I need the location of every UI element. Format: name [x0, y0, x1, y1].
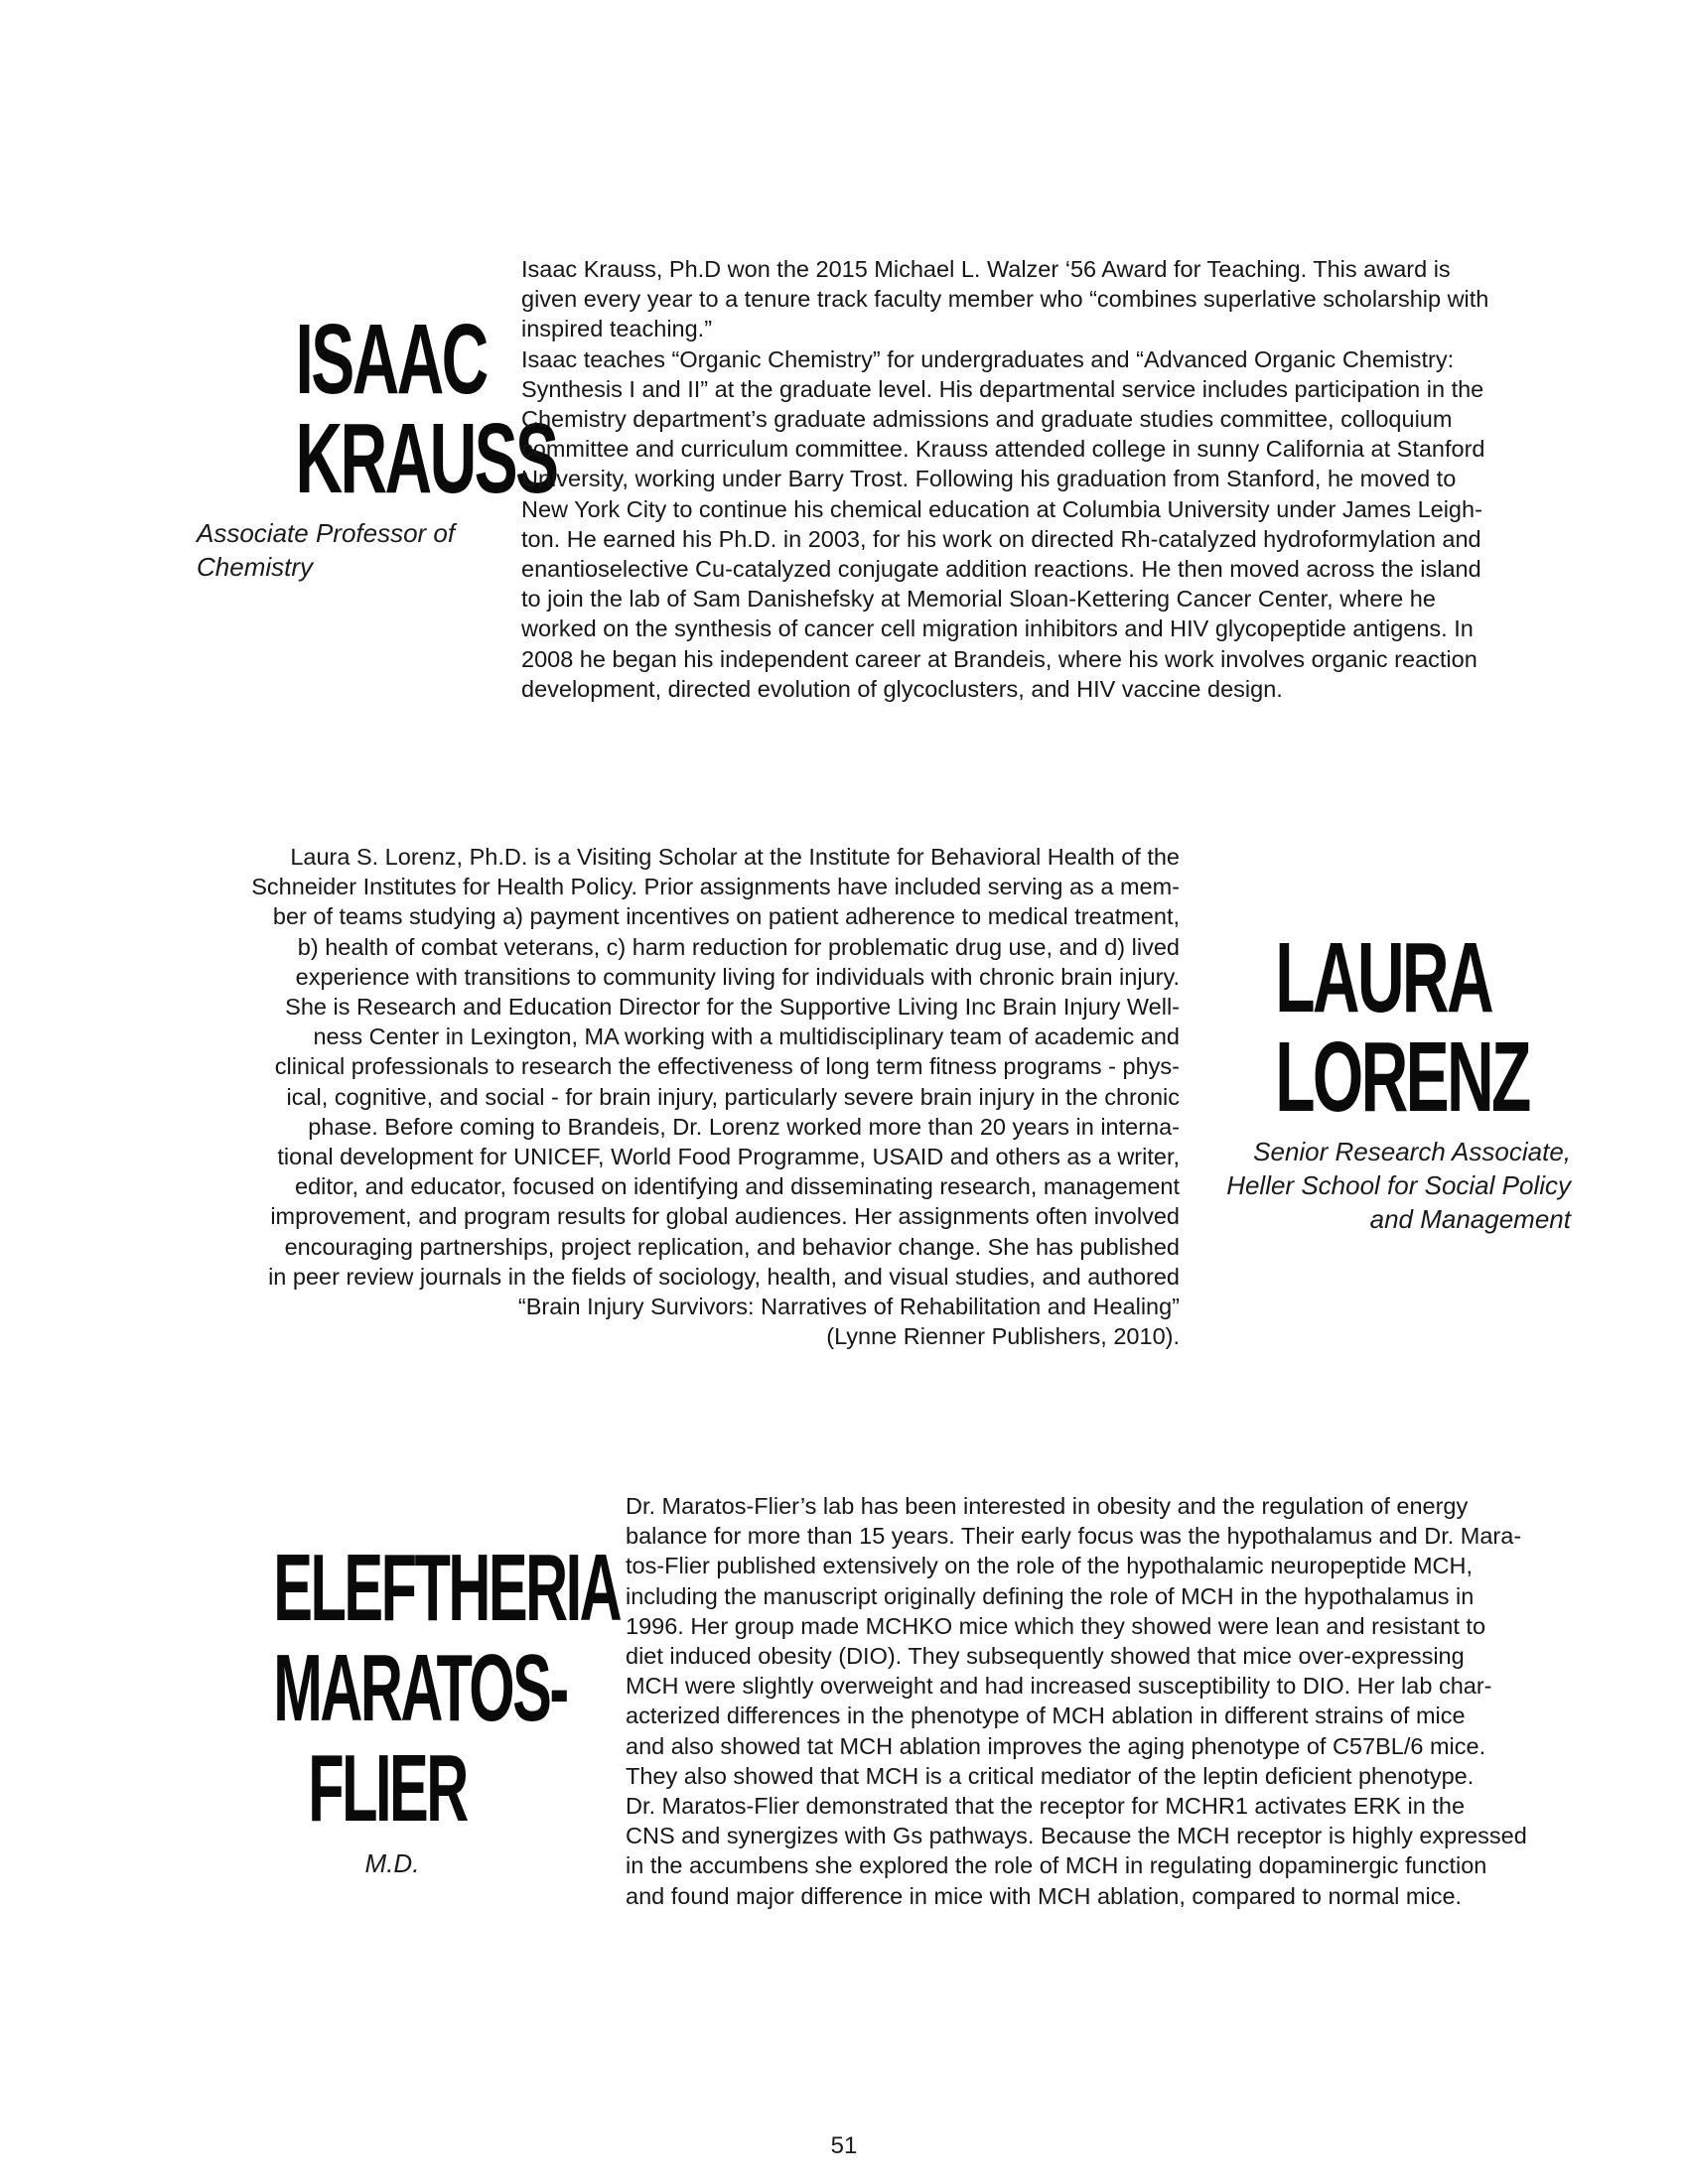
bio-line: Isaac teaches “Organic Chemistry” for undergraduates and “Advanced Organic Chemistry:: [521, 345, 1455, 372]
bio-line: “Brain Injury Survivors: Narratives of Rehabilitation and Healing”: [517, 1294, 1180, 1320]
bio-line: editor, and educator, focused on identifying and disseminating research, management: [295, 1173, 1180, 1200]
bio-line: (Lynne Rienner Publishers, 2010).: [826, 1323, 1180, 1350]
bio-line: MCH were slightly overweight and had increased susceptibility to DIO. Her lab char-: [626, 1673, 1492, 1700]
bio-line: Dr. Maratos-Flier’s lab has been interested in obesity and the regulation of energy: [626, 1493, 1469, 1519]
bio-line: b) health of combat veterans, c) harm reduction for problematic drug use, and d) lived: [297, 933, 1180, 960]
bio-line: development, directed evolution of glycoclusters, and HIV vaccine design.: [521, 675, 1283, 702]
bio-line: worked on the synthesis of cancer cell migration inhibitors and HIV glycopeptide antigens. In: [521, 615, 1474, 642]
bio-line: in peer review journals in the fields of sociology, health, and visual studies, and authored: [268, 1263, 1180, 1290]
bio-line: tional development for UNICEF, World Food Programme, USAID and others as a writer,: [277, 1144, 1180, 1170]
bio-line: ton. He earned his Ph.D. in 2003, for his work on directed Rh-catalyzed hydroformylation and: [521, 525, 1481, 552]
bio-line: University, working under Barry Trost. Following his graduation from Stanford, he moved to: [521, 466, 1457, 492]
title-line: Heller School for Social Policy: [1226, 1170, 1571, 1200]
bio-line: tos-Flier published extensively on the role of the hypothalamic neuropeptide MCH,: [626, 1553, 1473, 1579]
bio-line: committee and curriculum committee. Krauss attended college in sunny California at Stanford: [521, 436, 1485, 463]
bio-line: improvement, and program results for global audiences. Her assignments often involved: [270, 1203, 1180, 1230]
bio-line: They also showed that MCH is a critical mediator of the leptin deficient phenotype.: [626, 1762, 1475, 1789]
name-line: LORENZ: [1275, 1022, 1529, 1133]
bio-line: clinical professionals to research the effectiveness of long term fitness programs - phys-: [274, 1053, 1180, 1080]
title-line: Chemistry: [197, 552, 314, 582]
bio-line: to join the lab of Sam Danishefsky at Memorial Sloan-Kettering Cancer Center, where he: [521, 586, 1436, 613]
bio-line: acterized differences in the phenotype of MCH ablation in different strains of mice: [626, 1703, 1466, 1729]
bio-line: inspired teaching.”: [521, 316, 713, 342]
bio-line: encouraging partnerships, project replication, and behavior change. She has published: [284, 1233, 1180, 1260]
bio-line: Dr. Maratos-Flier demonstrated that the receptor for MCHR1 activates ERK in the: [626, 1793, 1466, 1820]
profile-title-lorenz: [1182, 1135, 1571, 1236]
bio-line: Chemistry department’s graduate admissions and graduate studies committee, colloquium: [521, 406, 1453, 433]
bio-line: New York City to continue his chemical education at Columbia University under James Leigh-: [521, 495, 1482, 522]
name-line: ISAAC: [295, 304, 487, 415]
name-line: KRAUSS: [295, 403, 557, 514]
profile-title-krauss: [197, 516, 504, 584]
name-line: LAURA: [1275, 922, 1491, 1033]
bio-line: given every year to a tenure track faculty member who “combines superlative scholarship with: [521, 286, 1489, 313]
profile-name-maratos-flier: [273, 1535, 621, 1842]
bio-line: Schneider Institutes for Health Policy. Prior assignments have included serving as a mem-: [251, 874, 1180, 900]
bio-line: CNS and synergizes with Gs pathways. Because the MCH receptor is highly expressed: [626, 1823, 1527, 1849]
bio-line: ber of teams studying a) payment incentives on patient adherence to medical treatment,: [272, 903, 1180, 930]
bio-line: Laura S. Lorenz, Ph.D. is a Visiting Scholar at the Institute for Behavioral Health of the: [290, 844, 1180, 870]
name-line: FLIER: [308, 1734, 467, 1842]
bio-line: experience with transitions to community living for individuals with chronic brain injury.: [295, 963, 1180, 990]
bio-line: 2008 he began his independent career at Brandeis, where his work involves organic reaction: [521, 645, 1477, 672]
page-number: 51: [830, 2132, 858, 2159]
title-line: Associate Professor of: [197, 518, 456, 548]
bio-line: Synthesis I and II” at the graduate level. His departmental service includes participation in the: [521, 375, 1484, 402]
bio-line: She is Research and Education Director for the Supportive Living Inc Brain Injury Well-: [285, 994, 1180, 1021]
bio-line: diet induced obesity (DIO). They subsequently showed that mice over-expressing: [626, 1643, 1465, 1670]
name-line: MARATOS-: [273, 1634, 567, 1741]
bio-line: in the accumbens she explored the role of MCH in regulating dopaminergic function: [626, 1852, 1487, 1879]
title-line: Senior Research Associate,: [1253, 1137, 1571, 1166]
bio-line: balance for more than 15 years. Their early focus was the hypothalamus and Dr. Mara-: [626, 1523, 1522, 1550]
bio-line: 1996. Her group made MCHKO mice which they showed were lean and resistant to: [626, 1612, 1486, 1639]
name-line: ELEFTHERIA: [273, 1535, 621, 1641]
profile-name-lorenz: [1275, 922, 1529, 1133]
bio-line: including the manuscript originally defining the role of MCH in the hypothalamus in: [626, 1582, 1475, 1609]
bio-line: ical, cognitive, and social - for brain injury, particularly severe brain injury in the chronic: [286, 1083, 1180, 1110]
profile-name-krauss: [295, 304, 557, 514]
profile-bio-lorenz: [129, 842, 1180, 1351]
bio-line: enantioselective Cu-catalyzed conjugate addition reactions. He then moved across the island: [521, 556, 1481, 583]
bio-line: phase. Before coming to Brandeis, Dr. Lorenz worked more than 20 years in interna-: [308, 1113, 1180, 1140]
profile-bio-krauss: [521, 254, 1574, 704]
bio-line: Isaac Krauss, Ph.D won the 2015 Michael L. Walzer ‘56 Award for Teaching. This award is: [521, 256, 1451, 282]
title-line: and Management: [1369, 1204, 1571, 1234]
bio-line: and also showed tat MCH ablation improves the aging phenotype of C57BL/6 mice.: [626, 1732, 1486, 1759]
bio-line: and found major difference in mice with MCH ablation, compared to normal mice.: [626, 1882, 1463, 1909]
bio-line: ness Center in Lexington, MA working with a multidisciplinary team of academic and: [313, 1024, 1180, 1050]
profile-bio-maratos-flier: [626, 1491, 1579, 1911]
title-line: M.D.: [364, 1848, 420, 1878]
profile-title-maratos-flier: [328, 1846, 457, 1880]
